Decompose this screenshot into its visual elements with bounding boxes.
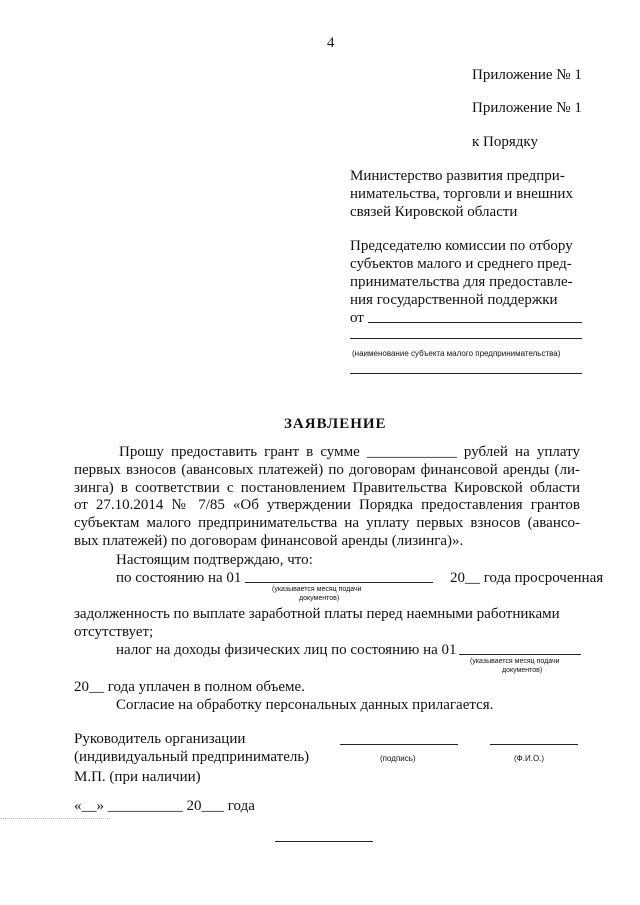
appendix-line-3: к Порядку [472, 134, 538, 150]
debt-line: задолженность по выплате заработной платы перед наемными работниками [74, 606, 560, 622]
seal-label: М.П. (при наличии) [74, 769, 201, 785]
head-line-2: (индивидуальный предприниматель) [74, 749, 310, 765]
paragraph-line: зинга) в соответствии с постановлением Правительства Кировской области [74, 479, 580, 496]
tax-caption: документов) [502, 667, 543, 674]
appendix-line-2: Приложение № 1 [472, 100, 582, 116]
signature-field-line[interactable] [340, 744, 458, 745]
paid-line: 20__ года уплачен в полном объеме. [74, 679, 305, 695]
month-caption: документов) [299, 595, 340, 602]
paragraph-line: от 27.10.2014 № 7/85 «Об утверждении Порядка предоставления грантов [74, 497, 580, 514]
paragraph-line: субъектам малого предпринимательства на уплату первых взносов (авансо- [74, 515, 580, 532]
signature-caption: (подпись) [380, 754, 416, 763]
addressee-line: ния государственной поддержки [350, 292, 558, 308]
request-paragraph [74, 444, 580, 551]
addressee-line: принимательства для предоставле- [350, 274, 573, 290]
from-field-line[interactable] [368, 322, 582, 323]
subject-caption: (наименование субъекта малого предпринимательства) [352, 349, 561, 358]
month-caption: (указывается месяц подачи [272, 586, 362, 593]
appendix-line-1: Приложение № 1 [472, 67, 582, 83]
paragraph-line: вых платежей) по договорам финансовой аренды (лизинга)». [74, 532, 464, 549]
addressee-line: субъектов малого и среднего пред- [350, 256, 572, 272]
addressee-line: Председателю комиссии по отбору [350, 238, 573, 254]
tax-caption: (указывается месяц подачи [470, 658, 560, 665]
from-label: от [350, 310, 364, 326]
ministry-line: Министерство развития предпри- [350, 168, 565, 184]
tax-month-field-line[interactable] [459, 654, 581, 655]
paragraph-line: первых взносов (авансовых платежей) по договорам финансовой аренды (ли- [74, 461, 580, 478]
date-line: «__» __________ 20___ года [74, 798, 255, 814]
month-field-line[interactable] [245, 582, 433, 583]
fio-caption: (Ф.И.О.) [514, 754, 545, 763]
document-title: ЗАЯВЛЕНИЕ [284, 416, 387, 432]
state-suffix: 20__ года просроченная [450, 570, 604, 586]
fio-field-line[interactable] [490, 744, 578, 745]
ministry-line: связей Кировской области [350, 204, 518, 220]
scan-artifact-line [0, 818, 110, 819]
tax-line: налог на доходы физических лиц по состоянию на 01 [116, 642, 457, 658]
page-number: 4 [327, 35, 335, 51]
paragraph-line: Прошу предоставить грант в сумме ____________ рублей на уплату [119, 444, 580, 460]
debt-line: отсутствует; [74, 624, 154, 640]
ministry-line: нимательства, торговли и внешних [350, 186, 573, 202]
head-line-1: Руководитель организации [74, 731, 246, 747]
state-prefix: по состоянию на 01 [116, 570, 242, 586]
from-field-line-3[interactable] [350, 373, 582, 374]
end-divider [275, 841, 373, 842]
from-field-line-2[interactable] [350, 338, 582, 339]
confirm-line: Настоящим подтверждаю, что: [116, 552, 313, 568]
consent-line: Согласие на обработку персональных данных прилагается. [116, 697, 494, 713]
